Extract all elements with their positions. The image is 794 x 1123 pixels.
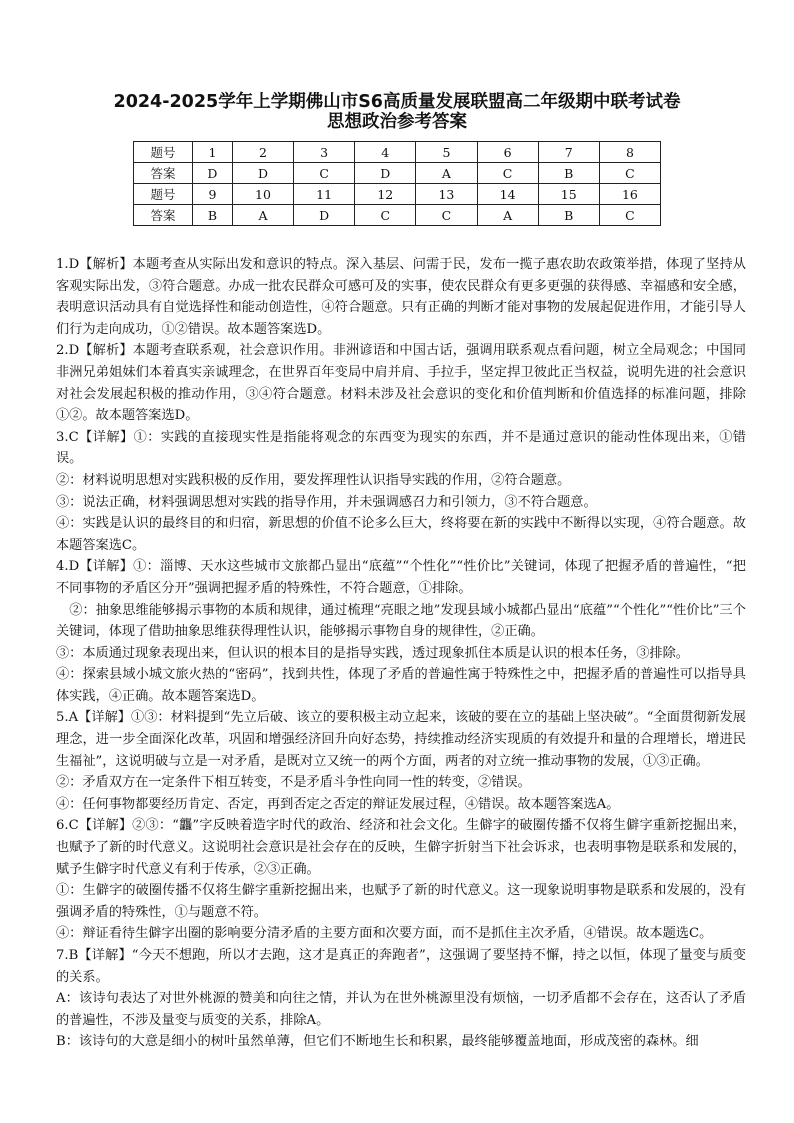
answer-table-row [134,142,661,163]
explanation-paragraph: 3.C【详解】①：实践的直接现实性是指能将观念的东西变为现实的东西，并不是通过意识的能动性体现出来，①错误。 [56,429,746,467]
answer-table-cell: C [599,205,660,226]
explanation-paragraph: ④：辩证看待生僻字出圈的影响要分清矛盾的主要方面和次要方面，而不是抓住主次矛盾，④错误。故本题选C。 [56,926,713,942]
answer-table-cell: D [193,163,233,184]
explanation-paragraph: 6.C【详解】②③：“龘”字反映着造字时代的政治、经济和社会文化。生僻字的破圈传播不仅将生僻字重新挖掘出来，也赋予了新的时代意义。这说明社会意识是社会存在的反映，生僻字折射当下社会诉求，也表明事物是联系和发展的，赋予生僻字时代意义有利于传承，②③正确。 [56,818,746,877]
answer-table-cell: C [355,205,416,226]
answer-table-cell: A [416,163,477,184]
explanation-paragraph: ②：材料说明思想对实践积极的反作用，要发挥理性认识指导实践的作用，②符合题意。 [56,472,571,488]
explanation-paragraph: B：该诗句的大意是细小的树叶虽然单薄，但它们不断地生长和积累，最终能够覆盖地面，形成茂密的森林。细 [56,1034,699,1050]
explanation-paragraph: ④：探索县域小城文旅火热的“密码”，找到共性，体现了矛盾的普遍性寓于特殊性之中，把握矛盾的普遍性可以指导具体实践，④正确。故本题答案选D。 [56,667,746,704]
answer-table-cell: D [232,163,293,184]
answer-table-cell: 11 [294,184,355,205]
answer-table-cell: 5 [416,142,477,163]
explanation-paragraph: ②：抽象思维能够揭示事物的本质和规律，通过梳理“亮眼之地”发现县域小城都凸显出“底蕴”“个性化”“性价比”三个关键词，体现了借助抽象思维获得理性认识，能够揭示事物自身的规律性，②正确。 [56,602,746,640]
answer-table-cell: 9 [193,184,233,205]
answer-table-cell: 2 [232,142,293,163]
explanation-paragraph: ②：矛盾双方在一定条件下相互转变，不是矛盾斗争性向同一性的转变，②错误。 [56,775,531,791]
answer-table-cell: B [538,205,599,226]
answer-table-row-label: 题号 [134,142,193,163]
answer-table [133,141,661,226]
answer-table-cell: A [477,205,538,226]
explanation-paragraph: 7.B【详解】“今天不想跑，所以才去跑，这才是真正的奔跑者”，这强调了要坚持不懈，持之以恒，体现了量变与质变的关系。 [56,948,746,985]
answer-table-cell: C [599,163,660,184]
answer-table-cell: 15 [538,184,599,205]
answer-table-cell: 8 [599,142,660,163]
exam-title: 2024-2025学年上学期佛山市S6高质量发展联盟高二年级期中联考试卷 [113,92,681,112]
explanation-paragraph: ④：实践是认识的最终目的和归宿，新思想的价值不论多么巨大，终将要在新的实践中不断得以实现，④符合题意。故本题答案选C。 [56,516,746,553]
explanation-paragraph: 1.D【解析】本题考查从实际出发和意识的特点。深入基层、问需于民，发布一揽子惠农助农政策举措，体现了坚持从客观实际出发，③符合题意。办成一批农民群众可感可及的实事，使农民群众有更多更强的获得感、幸福感和安全感，表明意识活动具有自觉选择性和能动创造性，④符合题意。只有正确的判断才能对事物的发展起促进作用，才能引导人们行为走向成功，①②错误。故本题答案选D。 [56,257,746,337]
answer-table-cell: 1 [193,142,233,163]
answer-table-cell: 12 [355,184,416,205]
answer-table-cell: C [416,205,477,226]
explanation-paragraph: ④：任何事物都要经历肯定、否定，再到否定之否定的辩证发展过程，④错误。故本题答案选A。 [56,796,620,812]
answer-table-cell: C [294,163,355,184]
answer-table-cell: 16 [599,184,660,205]
answer-table-cell: D [294,205,355,226]
answer-key-subtitle: 思想政治参考答案 [327,112,467,132]
answer-table-cell: A [232,205,293,226]
explanation-paragraph: 2.D【解析】本题考查联系观，社会意识作用。非洲谚语和中国古话，强调用联系观点看问题，树立全局观念；中国同非洲兄弟姐妹们本着真实亲诚理念，在世界百年变局中肩并肩、手拉手，坚定捍卫彼此正当权益，说明先进的社会意识对社会发展起积极的推动作用，③④符合题意。材料未涉及社会意识的变化和价值判断和价值选择的标准问题，排除①②。故本题答案选D。 [56,343,746,424]
answer-table-cell: C [477,163,538,184]
explanation-paragraph: ③：本质通过现象表现出来，但认识的根本目的是指导实践，透过现象抓住本质是认识的根本任务，③排除。 [56,645,689,661]
answer-table-cell: 10 [232,184,293,205]
answer-table-cell: 7 [538,142,599,163]
answer-table-cell: 4 [355,142,416,163]
answer-table-cell: B [193,205,233,226]
explanation-paragraph: ①：生僻字的破圈传播不仅将生僻字重新挖掘出来，也赋予了新的时代意义。这一现象说明事物是联系和发展的，没有强调矛盾的特殊性，①与题意不符。 [56,883,746,920]
answer-table-row-label: 题号 [134,184,193,205]
answer-table-row [134,163,661,184]
explanation-paragraph: A：该诗句表达了对世外桃源的赞美和向往之情，并认为在世外桃源里没有烦恼，一切矛盾都不会存在，这否认了矛盾的普遍性，不涉及量变与质变的关系，排除A。 [56,991,746,1028]
answer-table-cell: 6 [477,142,538,163]
explanation-paragraph: ③：说法正确，材料强调思想对实践的指导作用，并未强调感召力和引领力，③不符合题意。 [56,494,597,510]
answer-table-cell: 13 [416,184,477,205]
answer-table-cell: D [355,163,416,184]
explanation-paragraph: 4.D【详解】①：淄博、天水这些城市文旅都凸显出“底蕴”“个性化”“性价比”关键词，体现了把握矛盾的普遍性，“把不同事物的矛盾区分开”强调把握矛盾的特殊性，不符合题意，①排除。 [56,559,746,596]
answer-table-row-label: 答案 [134,205,193,226]
answer-table-cell: 3 [294,142,355,163]
explanations [56,254,746,1053]
answer-table-row [134,205,661,226]
explanation-paragraph: 5.A【详解】①③：材料提到“先立后破、该立的要积极主动立起来，该破的要在立的基础上坚决破”。“全面贯彻新发展理念，进一步全面深化改革，巩固和增强经济回升向好态势，持续推动经济实现质的有效提升和量的合理增长，增进民生福祉”，这说明破与立是一对矛盾，是既对立又统一的两个方面，两者的对立统一推动事物的发展，①③正确。 [56,710,746,769]
answer-table-cell: 14 [477,184,538,205]
answer-table-row-label: 答案 [134,163,193,184]
answer-table-cell: B [538,163,599,184]
answer-table-row [134,184,661,205]
